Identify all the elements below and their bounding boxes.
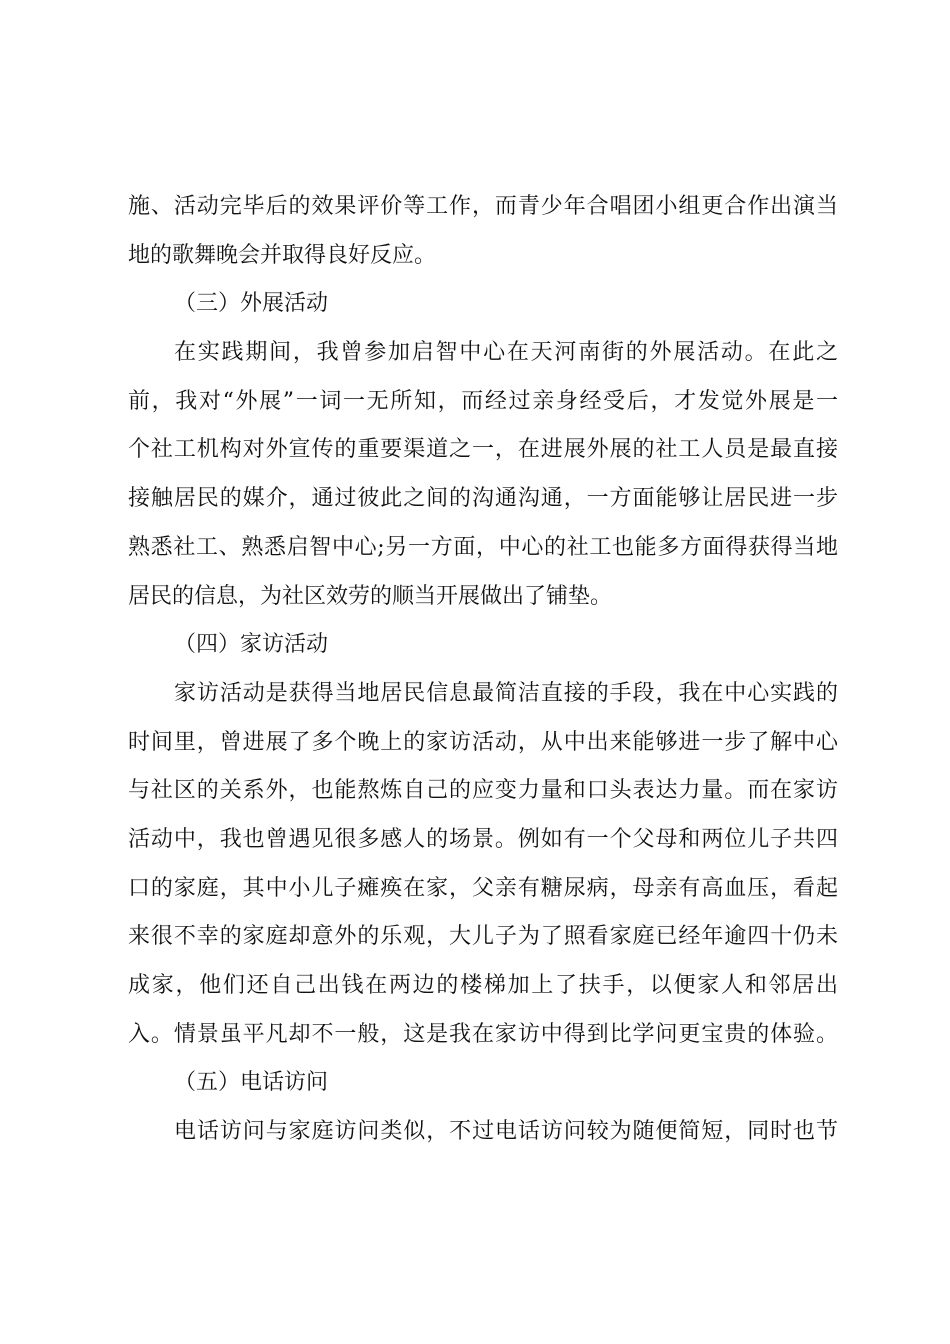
text-line: 来很不幸的家庭却意外的乐观，大儿子为了照看家庭已经年逾四十仍未 bbox=[128, 924, 838, 950]
text-line: 地的歌舞晚会并取得良好反应。 bbox=[128, 242, 437, 268]
text-line: 活动中，我也曾遇见很多感人的场景。例如有一个父母和两位儿子共四 bbox=[128, 826, 838, 852]
text-line: 成家，他们还自己出钱在两边的楼梯加上了扶手，以便家人和邻居出 bbox=[128, 973, 838, 998]
text-line: 口的家庭，其中小儿子瘫痪在家，父亲有糖尿病，母亲有高血压，看起 bbox=[128, 875, 838, 901]
section-heading: （三）外展活动 bbox=[174, 291, 329, 317]
text-line: 入。情景虽平凡却不一般，这是我在家访中得到比学问更宝贵的体验。 bbox=[128, 1021, 838, 1047]
text-line: 施、活动完毕后的效果评价等工作，而青少年合唱团小组更合作出演当 bbox=[128, 194, 838, 219]
text-line: 时间里，曾进展了多个晚上的家访活动，从中出来能够进一步了解中心 bbox=[128, 729, 838, 755]
text-line: 居民的信息，为社区效劳的顺当开展做出了铺垫。 bbox=[128, 583, 613, 609]
text-line: 个社工机构对外宣传的重要渠道之一，在进展外展的社工人员是最直接 bbox=[128, 437, 838, 463]
body-text bbox=[128, 183, 838, 1157]
text-line: 熟悉社工、熟悉启智中心;另一方面，中心的社工也能多方面得获得当地 bbox=[128, 534, 838, 560]
text-line: 前，我对“外展”一词一无所知，而经过亲身经受后，才发觉外展是一 bbox=[128, 388, 838, 414]
section-heading: （四）家访活动 bbox=[174, 632, 329, 658]
text-line: 接触居民的媒介，通过彼此之间的沟通沟通，一方面能够让居民进一步 bbox=[128, 486, 838, 512]
text-line: 在实践期间，我曾参加启智中心在天河南街的外展活动。在此之 bbox=[174, 340, 838, 366]
text-line: 电话访问与家庭访问类似，不过电话访问较为随便简短，同时也节 bbox=[174, 1119, 838, 1145]
section-heading: （五）电话访问 bbox=[174, 1070, 329, 1096]
text-line: 家访活动是获得当地居民信息最简洁直接的手段，我在中心实践的 bbox=[174, 680, 838, 706]
text-line: 与社区的关系外，也能熬炼自己的应变力量和口头表达力量。而在家访 bbox=[128, 778, 838, 804]
